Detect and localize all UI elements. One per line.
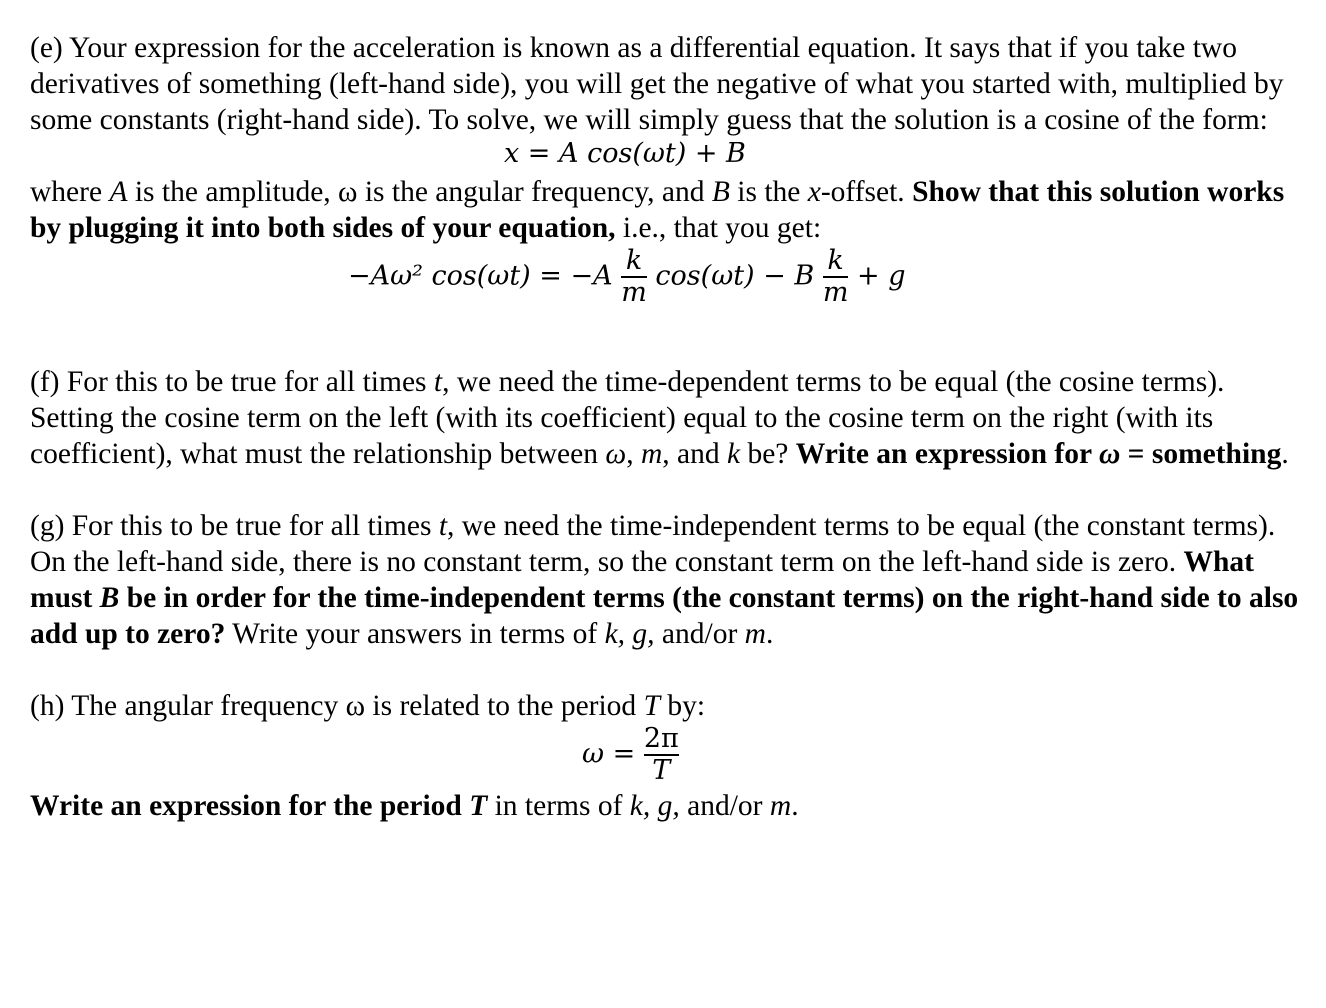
eq2-mid: cos(ωt) − B (655, 260, 815, 292)
part-g-bold-instruction: What must B be in order for the time-independent terms (the constant terms) on the right-hand side to also add up to zero? (30, 546, 1299, 650)
eq2-end: + g (857, 260, 906, 292)
worksheet-page (30, 30, 1310, 824)
part-e-instruction: where A is the amplitude, ω is the angular frequency, and B is the x-offset. Show that this solution works by plugging it into both sides of your equation, i.e., that you get: (30, 176, 1285, 244)
eq1-text: x = A cos(ωt) + B (504, 138, 746, 169)
equation-omega-period (30, 724, 1310, 788)
part-f-paragraph: (f) For this to be true for all times t, we need the time-dependent terms to be equal (the cosine terms). Setting the cosine term on the left (with its coefficient) equal to the cosine term on the right (with its coefficient), what must the relationship between ω, m, and k be? Write an expression for ω = something. (30, 366, 1289, 470)
fraction-k-over-m-2: $\frac{k}{m}$ (822, 245, 849, 308)
fraction-2pi-over-T: $\frac{2\pi}{T}$ (643, 723, 679, 786)
part-h-bold-instruction: Write an expression for the period T (30, 790, 488, 822)
equation-solution-guess (30, 138, 1310, 174)
eq2-lhs: −Aω² cos(ωt) = −A (348, 260, 613, 292)
part-e-intro: (e) Your expression for the acceleration is known as a differential equation. It says that if you take two derivatives of something (left-hand side), you will get the negative of what you started with, multiplied by some constants (right-hand side). To solve, we will simply guess that the solution is a cosine of the form: (30, 32, 1284, 136)
part-h-instruction: Write an expression for the period T in terms of k, g, and/or m. (30, 790, 799, 822)
part-g-paragraph: (g) For this to be true for all times t, we need the time-independent terms to be equal (the constant terms). On the left-hand side, there is no constant term, so the constant term on the left-hand side is zero. What must B be in order for the time-independent terms (the constant terms) on the right-hand side to also add up to zero? Write your answers in terms of k, g, and/or m. (30, 510, 1299, 650)
part-e-bold-instruction: Show that this solution works by plugging it into both sides of your equation, (30, 176, 1285, 244)
part-f-bold-instruction: Write an expression for ω = something (795, 438, 1282, 470)
eq3-lhs: ω = (582, 738, 636, 770)
equation-plugged-in (30, 246, 1310, 322)
part-h-intro: (h) The angular frequency ω is related to the period T by: (30, 690, 706, 722)
fraction-k-over-m-1: $\frac{k}{m}$ (621, 245, 647, 308)
